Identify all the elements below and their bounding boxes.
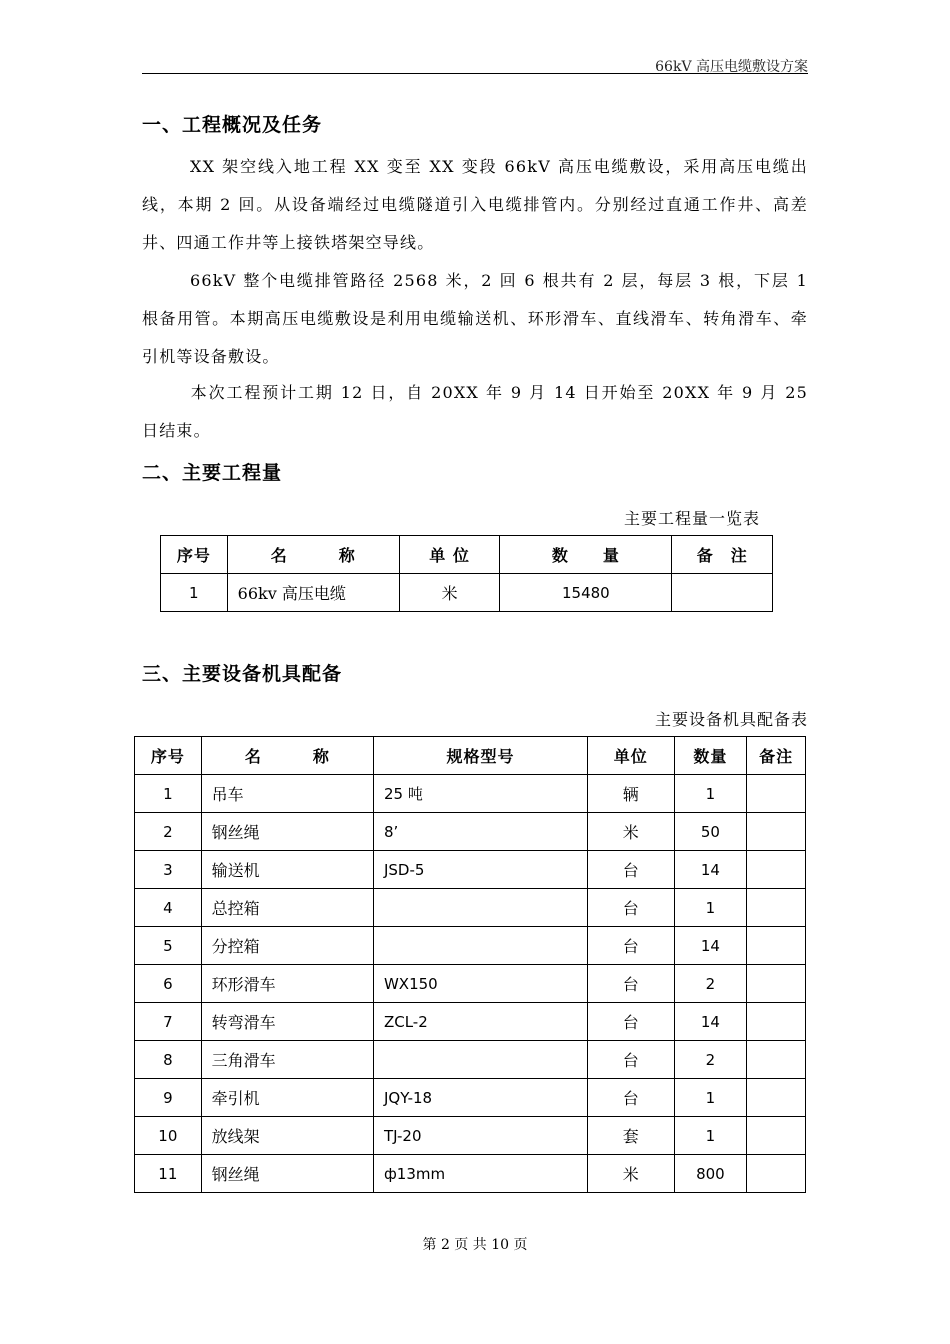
section1-paragraph-3 (142, 374, 808, 450)
equipment-cell-amount: 14 (674, 1003, 747, 1041)
equipment-cell-spec (373, 1041, 587, 1079)
equipment-cell-amount: 1 (674, 1117, 747, 1155)
equipment-cell-unit: 台 (588, 965, 675, 1003)
header-divider (142, 73, 808, 74)
quantity-header-amount: 数 量 (500, 536, 672, 574)
section2-heading: 二、主要工程量 (142, 462, 283, 484)
equipment-table (134, 736, 806, 1193)
equipment-header-spec: 规格型号 (373, 737, 587, 775)
equipment-cell-index: 9 (135, 1079, 202, 1117)
equipment-cell-amount: 1 (674, 775, 747, 813)
quantity-cell-remark (672, 574, 773, 612)
quantity-cell-name: 66kv 高压电缆 (227, 574, 399, 612)
quantity-header-name: 名 称 (227, 536, 399, 574)
equipment-cell-index: 8 (135, 1041, 202, 1079)
page-footer: 第 2 页 共 10 页 (422, 1237, 528, 1253)
table-row (135, 813, 806, 851)
equipment-cell-name: 转弯滑车 (201, 1003, 373, 1041)
equipment-cell-amount: 50 (674, 813, 747, 851)
section1-paragraph-3-text: 本次工程预计工期 12 日，自 20XX 年 9 月 14 日开始至 20XX 年 9 月 25 日结束。 (142, 383, 808, 440)
equipment-cell-index: 3 (135, 851, 202, 889)
equipment-cell-remark (747, 889, 806, 927)
equipment-cell-unit: 套 (588, 1117, 675, 1155)
equipment-cell-amount: 800 (674, 1155, 747, 1193)
equipment-cell-remark (747, 775, 806, 813)
table-row (135, 889, 806, 927)
equipment-cell-name: 分控箱 (201, 927, 373, 965)
equipment-cell-remark (747, 1003, 806, 1041)
quantity-cell-amount: 15480 (500, 574, 672, 612)
quantity-table (160, 535, 773, 612)
equipment-cell-amount: 1 (674, 889, 747, 927)
table-row (161, 574, 773, 612)
equipment-cell-remark (747, 1155, 806, 1193)
equipment-cell-remark (747, 965, 806, 1003)
equipment-cell-name: 钢丝绳 (201, 813, 373, 851)
equipment-cell-index: 5 (135, 927, 202, 965)
quantity-cell-index: 1 (161, 574, 228, 612)
table-row (135, 1079, 806, 1117)
quantity-table-header-row (161, 536, 773, 574)
quantity-table-caption: 主要工程量一览表 (623, 509, 760, 528)
equipment-table-header-row (135, 737, 806, 775)
equipment-cell-name: 钢丝绳 (201, 1155, 373, 1193)
table-row (135, 1155, 806, 1193)
equipment-cell-unit: 米 (588, 813, 675, 851)
section3-heading: 三、主要设备机具配备 (142, 663, 343, 685)
equipment-cell-index: 2 (135, 813, 202, 851)
table-row (135, 965, 806, 1003)
equipment-cell-spec: ZCL-2 (373, 1003, 587, 1041)
equipment-cell-index: 6 (135, 965, 202, 1003)
equipment-cell-spec: JSD-5 (373, 851, 587, 889)
equipment-cell-index: 10 (135, 1117, 202, 1155)
equipment-header-remark: 备注 (747, 737, 806, 775)
equipment-cell-name: 环形滑车 (201, 965, 373, 1003)
equipment-cell-spec: ф13mm (373, 1155, 587, 1193)
table-row (135, 775, 806, 813)
table-row (135, 927, 806, 965)
equipment-header-index: 序号 (135, 737, 202, 775)
section1-paragraph-2 (142, 262, 808, 376)
equipment-cell-index: 11 (135, 1155, 202, 1193)
equipment-cell-spec: TJ-20 (373, 1117, 587, 1155)
equipment-cell-unit: 台 (588, 1003, 675, 1041)
equipment-cell-remark (747, 1079, 806, 1117)
section1-heading: 一、工程概况及任务 (142, 114, 323, 136)
equipment-cell-name: 牵引机 (201, 1079, 373, 1117)
equipment-cell-amount: 2 (674, 965, 747, 1003)
quantity-cell-unit: 米 (399, 574, 499, 612)
equipment-cell-spec: 8’ (373, 813, 587, 851)
equipment-cell-spec (373, 927, 587, 965)
equipment-table-caption: 主要设备机具配备表 (654, 710, 808, 729)
equipment-cell-unit: 台 (588, 889, 675, 927)
table-row (135, 851, 806, 889)
table-row (135, 1003, 806, 1041)
quantity-header-remark: 备 注 (672, 536, 773, 574)
quantity-header-index: 序号 (161, 536, 228, 574)
equipment-cell-name: 总控箱 (201, 889, 373, 927)
equipment-cell-spec: 25 吨 (373, 775, 587, 813)
section1-paragraph-1 (142, 148, 808, 262)
equipment-cell-unit: 米 (588, 1155, 675, 1193)
equipment-cell-amount: 14 (674, 927, 747, 965)
equipment-cell-remark (747, 1117, 806, 1155)
equipment-cell-amount: 1 (674, 1079, 747, 1117)
equipment-cell-name: 吊车 (201, 775, 373, 813)
equipment-cell-spec: WX150 (373, 965, 587, 1003)
equipment-header-name: 名 称 (201, 737, 373, 775)
equipment-table-body (135, 775, 806, 1193)
section1-paragraph-2-text: 66kV 整个电缆排管路径 2568 米，2 回 6 根共有 2 层，每层 3 根，下层 1 根备用管。本期高压电缆敷设是利用电缆输送机、环形滑车、直线滑车、转角滑车、牵引机等设备敷设。 (142, 271, 808, 366)
equipment-cell-spec: JQY-18 (373, 1079, 587, 1117)
equipment-cell-unit: 台 (588, 927, 675, 965)
equipment-cell-index: 7 (135, 1003, 202, 1041)
table-row (135, 1117, 806, 1155)
equipment-cell-amount: 14 (674, 851, 747, 889)
equipment-cell-unit: 台 (588, 1041, 675, 1079)
equipment-cell-remark (747, 813, 806, 851)
equipment-cell-unit: 台 (588, 851, 675, 889)
equipment-cell-index: 1 (135, 775, 202, 813)
equipment-header-amount: 数量 (674, 737, 747, 775)
equipment-cell-name: 输送机 (201, 851, 373, 889)
quantity-header-unit: 单 位 (399, 536, 499, 574)
equipment-cell-index: 4 (135, 889, 202, 927)
equipment-cell-unit: 台 (588, 1079, 675, 1117)
equipment-cell-remark (747, 1041, 806, 1079)
header-title: 66kV 高压电缆敷设方案 (655, 59, 808, 75)
equipment-cell-remark (747, 851, 806, 889)
equipment-cell-name: 三角滑车 (201, 1041, 373, 1079)
equipment-cell-remark (747, 927, 806, 965)
section1-paragraph-1-text: XX 架空线入地工程 XX 变至 XX 变段 66kV 高压电缆敷设，采用高压电缆出线，本期 2 回。从设备端经过电缆隧道引入电缆排管内。分别经过直通工作井、高差井、四通工作井等上接铁塔架空导线。 (142, 157, 808, 252)
equipment-cell-unit: 辆 (588, 775, 675, 813)
equipment-cell-name: 放线架 (201, 1117, 373, 1155)
equipment-cell-amount: 2 (674, 1041, 747, 1079)
table-row (135, 1041, 806, 1079)
equipment-cell-spec (373, 889, 587, 927)
equipment-header-unit: 单位 (588, 737, 675, 775)
